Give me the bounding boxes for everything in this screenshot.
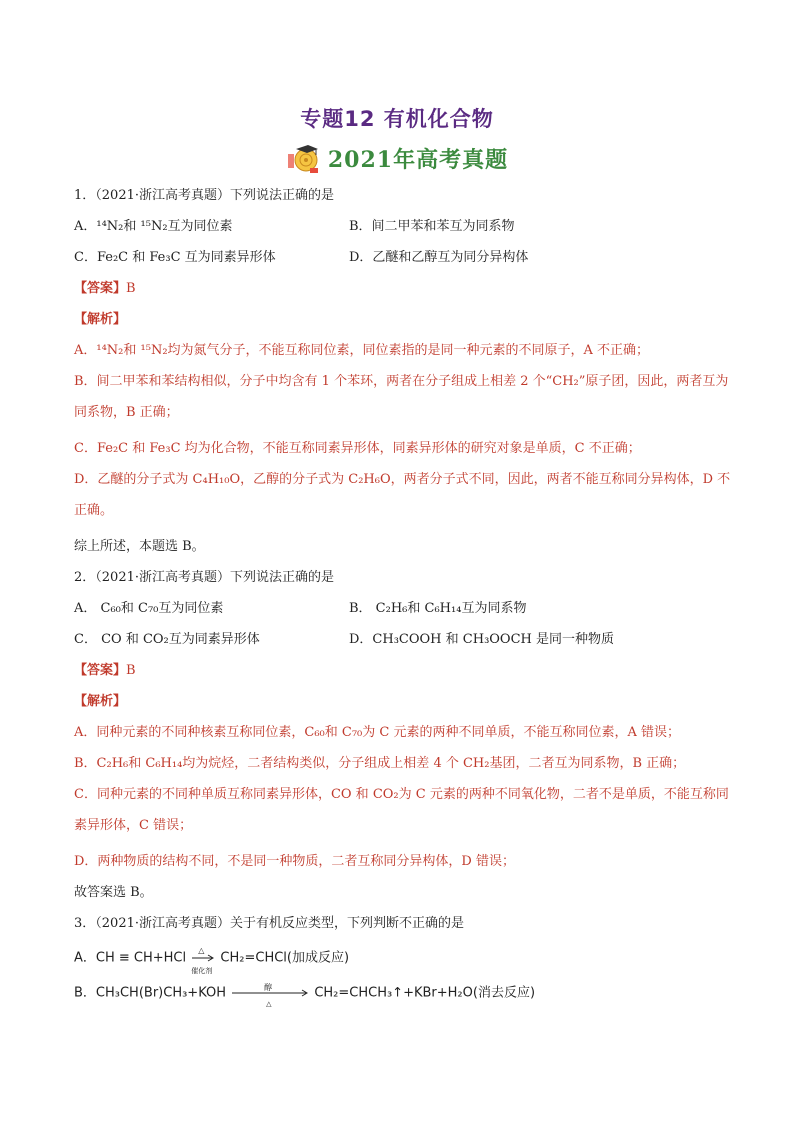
q3-option-a-condition-top: △ (198, 946, 205, 955)
q2-options-row2 (74, 630, 734, 650)
q1-analysis-label: 【解析】 (74, 312, 127, 327)
q3-option-b-condition-bottom: △ (266, 1000, 272, 1008)
q1-options-row2 (74, 248, 734, 268)
q1-options-row1 (74, 217, 734, 237)
q1-answer (74, 279, 734, 299)
q2-answer-value: B (126, 663, 136, 678)
content (74, 186, 734, 1015)
q2-options-row1 (74, 599, 734, 619)
q1-analysis-d: D．乙醚的分子式为 C₄H₁₀O，乙醇的分子式为 C₂H₆O，两者分子式不同，因此，两者不能互称同分异构体，D 不正确。 (74, 472, 731, 518)
q1-answer-label: 【答案】 (74, 281, 127, 296)
q3-stem: 3．（2021·浙江高考真题）关于有机反应类型，下列判断不正确的是 (74, 916, 464, 931)
q3-option-a-left: A．CH ≡ CH+HCl (74, 950, 187, 966)
q1-option-a: A．¹⁴N₂和 ¹⁵N₂互为同位素 (74, 219, 233, 234)
q2-answer (74, 661, 734, 681)
q1-option-c: C．Fe₂C 和 Fe₃C 互为同素异形体 (74, 250, 276, 265)
q3-option-a (74, 945, 734, 975)
q2-option-c: C． CO 和 CO₂互为同素异形体 (74, 632, 260, 647)
q2-analysis-b: B．C₂H₆和 C₆H₁₄均为烷烃，二者结构类似，分子组成上相差 4 个 CH₂基团，二者互为同系物，B 正确； (74, 756, 686, 771)
q2-option-d: D．CH₃COOH 和 CH₃OOCH 是同一种物质 (349, 632, 615, 647)
subtitle-row (0, 140, 794, 176)
q1-option-b: B．间二甲苯和苯互为同系物 (349, 219, 515, 234)
page-title: 专题12 有机化合物 (300, 107, 494, 131)
q3-option-b (74, 982, 734, 1008)
q3-option-b-left: B．CH₃CH(Br)CH₃+KOH (74, 985, 227, 1001)
page-subtitle: 2021年高考真题 (327, 146, 509, 173)
q1-analysis-b: B．间二甲苯和苯结构相似，分子中均含有 1 个苯环，两者在分子组成上相差 2 个“CH₂”原子团，因此，两者互为同系物，B 正确； (74, 374, 729, 420)
q1-analysis-c: C．Fe₂C 和 Fe₃C 均为化合物，不能互称同素异形体，同素异形体的研究对象是单质，C 不正确； (74, 441, 641, 456)
q1-answer-value: B (126, 281, 136, 296)
q3-option-a-condition-bottom: 催化剂 (191, 967, 213, 975)
q3-option-a-arrow (190, 945, 216, 975)
q2-analysis-a: A．同种元素的不同种核素互称同位素，C₆₀和 C₇₀为 C 元素的两种不同单质，不能互称同位素，A 错误； (74, 725, 680, 740)
q1-analysis-a: A．¹⁴N₂和 ¹⁵N₂均为氮气分子，不能互称同位素，同位素指的是同一种元素的不同原子，A 不正确； (74, 343, 650, 358)
q2-option-b: B． C₂H₆和 C₆H₁₄互为同系物 (349, 601, 527, 616)
q2-analysis-d: D．两种物质的结构不同，不是同一种物质，二者互称同分异构体，D 错误； (74, 854, 515, 869)
q3-option-b-right: CH₂=CHCH₃↑+KBr+H₂O(消去反应) (314, 985, 536, 1001)
q2-stem: 2．（2021·浙江高考真题）下列说法正确的是 (74, 570, 334, 585)
q2-analysis-label: 【解析】 (74, 694, 127, 709)
q2-analysis-c: C．同种元素的不同种单质互称同素异形体，CO 和 CO₂为 C 元素的两种不同氧化物，二者不是单质，不能互称同素异形体，C 错误； (74, 787, 729, 833)
q2-summary: 故答案选 B。 (74, 885, 153, 900)
mascot-logo-icon (286, 140, 322, 176)
q1-stem: 1．（2021·浙江高考真题）下列说法正确的是 (74, 188, 334, 203)
q1-summary: 综上所述，本题选 B。 (74, 539, 205, 554)
q2-option-a: A． C₆₀和 C₇₀互为同位素 (74, 601, 224, 616)
q3-option-b-condition-top: 醇 (264, 983, 273, 992)
q3-option-b-arrow (230, 982, 310, 1008)
q1-option-d: D．乙醚和乙醇互为同分异构体 (349, 250, 529, 265)
q2-answer-label: 【答案】 (74, 663, 127, 678)
q3-option-a-right: CH₂=CHCl(加成反应) (220, 950, 350, 966)
